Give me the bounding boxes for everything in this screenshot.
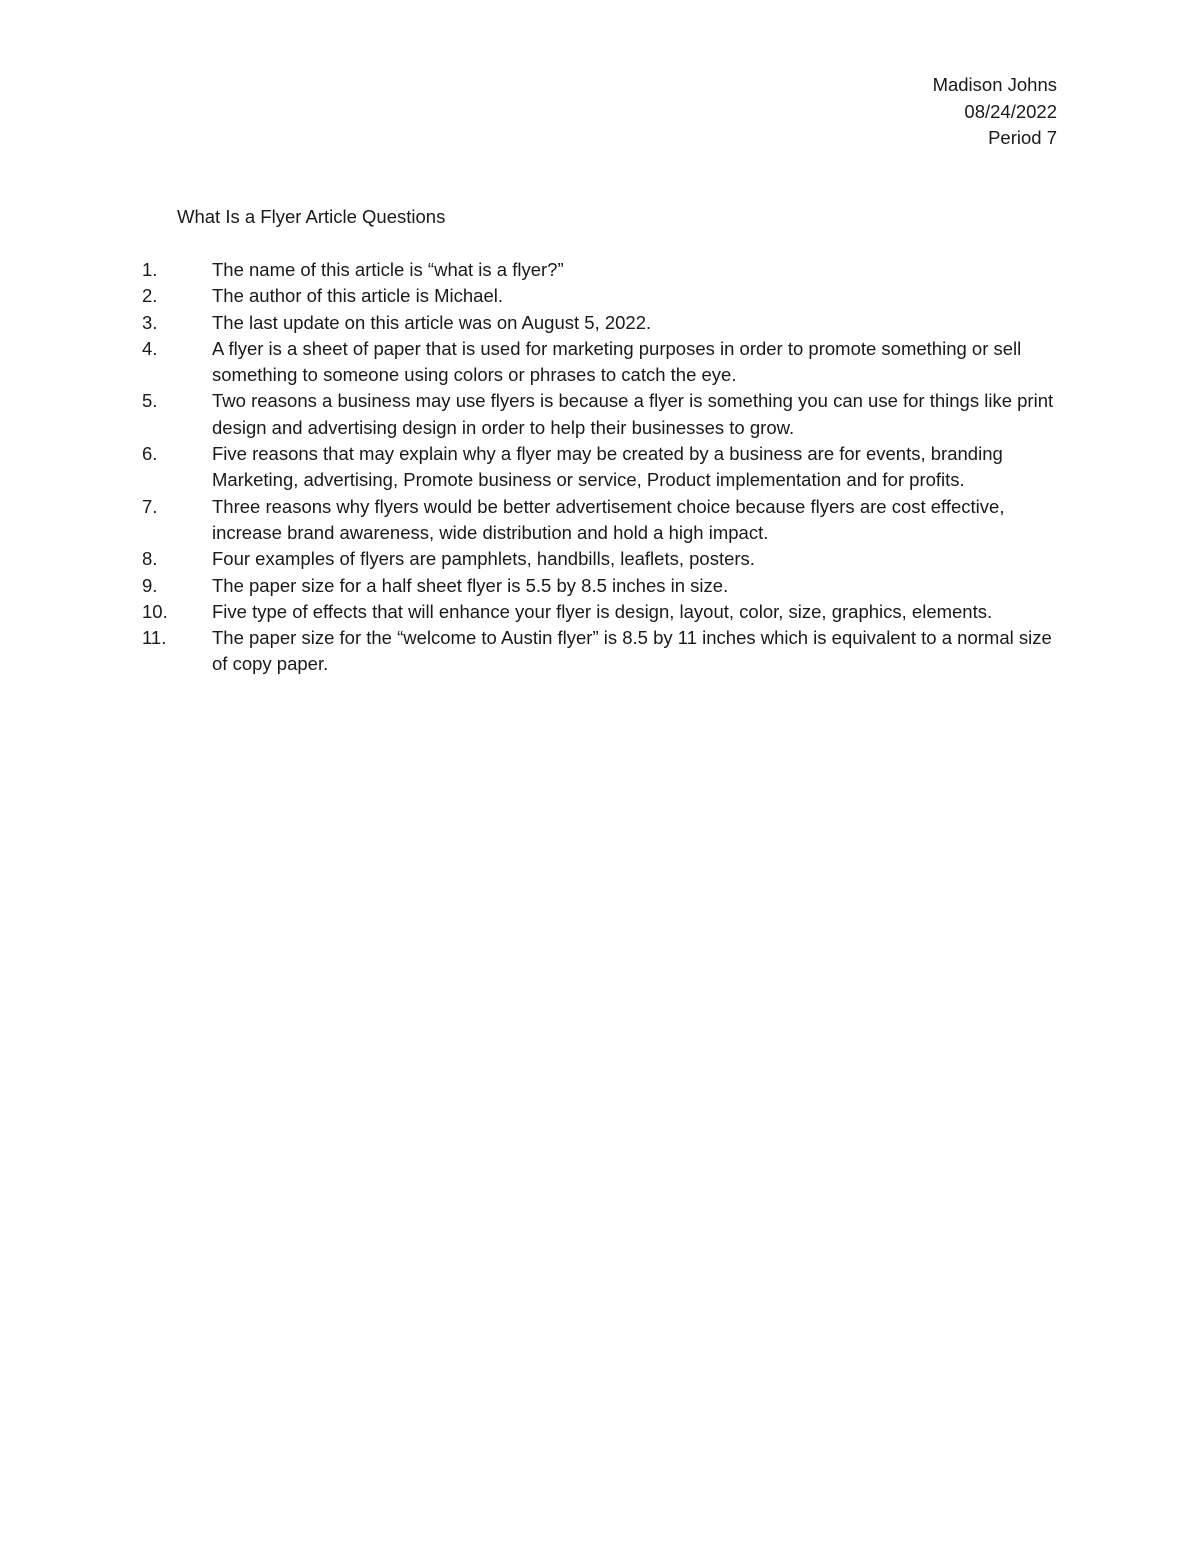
item-number: 8.: [142, 548, 158, 570]
item-number: 9.: [142, 574, 158, 596]
list-item: [142, 257, 1072, 283]
item-text: Four examples of flyers are pamphlets, handbills, leaflets, posters.: [212, 548, 755, 570]
item-number: 11.: [142, 627, 167, 649]
list-item: [142, 625, 1072, 678]
item-number: 6.: [142, 443, 158, 465]
item-text: The paper size for a half sheet flyer is 5.5 by 8.5 inches in size.: [212, 574, 729, 596]
student-info: [933, 72, 1057, 152]
page-title: What Is a Flyer Article Questions: [177, 206, 446, 227]
assignment-date: 08/24/2022: [964, 100, 1057, 122]
item-number: 2.: [142, 285, 158, 307]
item-text: Three reasons why flyers would be better advertisement choice because flyers are cost effective, increase brand awareness, wide distribution and hold a high impact.: [212, 495, 1005, 543]
student-name: Madison Johns: [932, 74, 1057, 95]
list-item: [142, 283, 1072, 309]
list-item: [142, 336, 1072, 389]
list-item: [142, 441, 1072, 494]
answer-list: [142, 257, 1072, 678]
item-text: A flyer is a sheet of paper that is used for marketing purposes in order to promote something or sell something to someone using colors or phrases to catch the eye.: [212, 337, 1022, 386]
item-text: Two reasons a business may use flyers is because a flyer is something you can use for things like print design and advertising design in order to help their businesses to grow.: [212, 390, 1054, 438]
list-item: [142, 310, 1072, 336]
item-number: 4.: [142, 337, 158, 359]
list-item: [142, 546, 1072, 572]
list-item: [142, 599, 1072, 625]
item-number: 10.: [142, 600, 168, 622]
item-text: Five reasons that may explain why a flyer may be created by a business are for events, branding Marketing, advertising, Promote business or service, Product implementation and for profits.: [212, 443, 1003, 491]
list-item: [142, 573, 1072, 599]
item-text: The author of this article is Michael.: [212, 285, 503, 307]
item-text: Five type of effects that will enhance your flyer is design, layout, color, size, graphics, elements.: [212, 600, 993, 622]
item-number: 7.: [142, 495, 158, 517]
item-text: The last update on this article was on August 5, 2022.: [212, 311, 652, 333]
list-item: [142, 494, 1072, 547]
item-number: 1.: [142, 259, 158, 280]
list-item: [142, 388, 1072, 441]
item-text: The name of this article is “what is a flyer?”: [212, 259, 564, 280]
item-number: 3.: [142, 311, 158, 333]
item-number: 5.: [142, 390, 158, 412]
class-period: Period 7: [988, 127, 1057, 148]
item-text: The paper size for the “welcome to Austin flyer” is 8.5 by 11 inches which is equivalent to a normal size of copy paper.: [212, 627, 1052, 675]
